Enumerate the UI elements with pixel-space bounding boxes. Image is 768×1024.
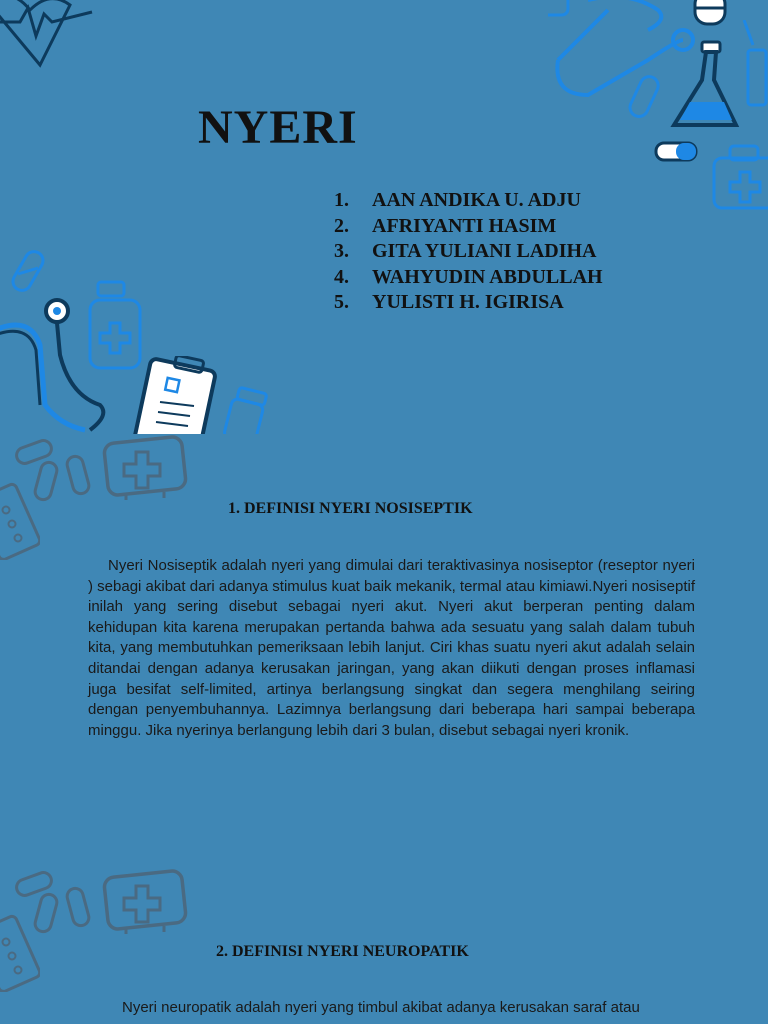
list-item — [334, 239, 603, 265]
page-title: NYERI — [198, 101, 358, 154]
pill-icon — [627, 72, 663, 122]
first-aid-kit-icon — [100, 426, 190, 502]
list-number: 3. — [334, 240, 349, 262]
section-heading-nosiseptik: 1. DEFINISI NYERI NOSISEPTIK — [228, 500, 473, 517]
blister-pack-icon — [0, 914, 40, 992]
list-number: 4. — [334, 265, 349, 288]
clipboard-icon — [128, 356, 220, 434]
list-item — [334, 188, 603, 214]
pill-icon — [690, 0, 730, 30]
pill-icon — [64, 452, 92, 498]
list-number: 1. — [334, 189, 349, 211]
list-number: 5. — [334, 291, 349, 313]
author-list — [334, 188, 603, 316]
heart-rate-icon — [0, 0, 100, 70]
pill-icon — [8, 246, 48, 296]
author-name: GITA YULIANI LADIHA — [372, 240, 597, 262]
section-heading-neuropatik: 2. DEFINISI NYERI NEUROPATIK — [216, 943, 469, 960]
section-body-neuropatik: Nyeri neuropatik adalah nyeri yang timbul akibat adanya kerusakan saraf atau — [122, 999, 640, 1016]
author-name: YULISTI H. IGIRISA — [372, 291, 564, 313]
pill-icon — [64, 884, 92, 930]
list-item — [334, 214, 603, 240]
blister-pack-icon — [0, 482, 40, 560]
author-name: AFRIYANTI HASIM — [372, 214, 557, 237]
pill-icon — [654, 140, 700, 164]
first-aid-kit-icon — [100, 860, 190, 936]
list-item — [334, 290, 603, 316]
list-number: 2. — [334, 214, 349, 237]
list-item — [334, 265, 603, 291]
section-body-nosiseptik: Nyeri Nosiseptik adalah nyeri yang dimulai dari teraktivasinya nosiseptor (reseptor nyeri ) sebagi akibat dari adanya stimulus kuat baik mekanik, termal atau kimiawi.Nyeri nosiseptif inilah yang sering disebut sebagai nyeri akut. Nyeri akut berperan penting dalam kehidupan kita karena merupakan pertanda bahwa ada sesuatu yang salah dalam tubuh kita, yang membutuhkan pemeriksaan lebih lanjut. Ciri khas suatu nyeri akut adalah selain ditandai dengan adanya kerusakan jaringan, yang akan diikuti dengan proses inflamasi juga besifat self-limited, artinya berlangsung singkat dan segera menghilang seiring dengan penyembuhannya. Lazimnya berlangsung dari beberapa hari sampai beberapa minggu. Jika nyerinya berlangung lebih dari 3 bulan, disebut sebagai nyeri kronik. — [88, 557, 695, 739]
medicine-bottle-icon — [222, 386, 270, 434]
author-name: WAHYUDIN ABDULLAH — [372, 265, 603, 288]
author-name: AAN ANDIKA U. ADJU — [372, 189, 581, 211]
flask-icon — [664, 40, 744, 135]
first-aid-kit-icon — [710, 140, 768, 215]
